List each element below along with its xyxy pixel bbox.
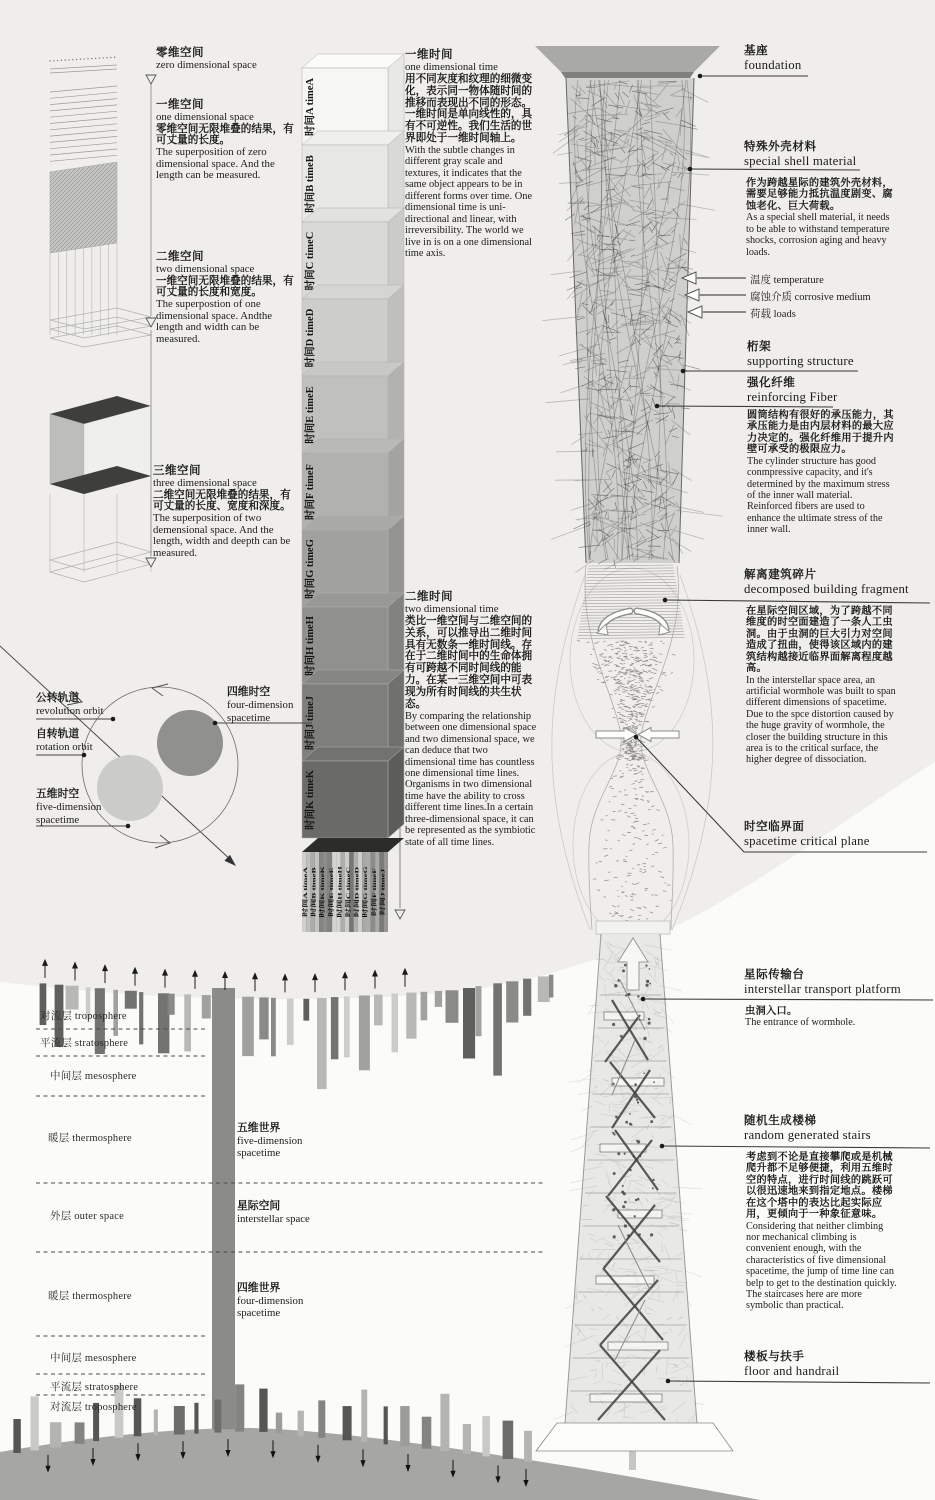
layer-mesosphere-lower: 中间层 mesosphere xyxy=(50,1353,137,1364)
time-axis-label: 时间B timeB xyxy=(305,155,316,213)
annotation-title-en: decomposed building fragment xyxy=(744,582,909,596)
label-loads: 荷载 loads xyxy=(750,309,796,320)
section-body-en: The superposition of zero dimensional space. And the length can be measured. xyxy=(156,145,275,182)
annotation-title-en: foundation xyxy=(744,58,802,72)
orbit-label-en: rotation orbit xyxy=(36,741,93,753)
time-axis-label: 时间F timeF xyxy=(305,464,316,520)
section-title-zh: 零维空间 xyxy=(156,47,204,59)
annotation-title-zh: 基座 xyxy=(744,45,769,57)
annotation-interstellar-transport-platform xyxy=(744,966,935,997)
annotation-body-zh: 虫洞入口。 xyxy=(745,1006,798,1017)
time-axis-compressed-label: 时间E timeE xyxy=(327,867,335,917)
annotation-title-en: random generated stairs xyxy=(744,1128,871,1142)
annotation-title-zh: 解离建筑碎片 xyxy=(744,569,817,581)
time-axis-column xyxy=(301,54,405,932)
section-body-en: The superpostion of one dimensional space. Andthe length and width can be measured. xyxy=(156,297,273,345)
annotation-title-zh: 楼板与扶手 xyxy=(744,1351,805,1363)
zone-label-en: five-dimension spacetime xyxy=(237,1135,303,1160)
section-body-en: The superposition of two demensional space. And the length, width and deepth can be measured. xyxy=(153,511,291,559)
orbit-label-zh: 自转轨道 xyxy=(36,728,80,740)
annotation-wormhole-entrance xyxy=(745,1006,897,1029)
section-two-dimensional-space xyxy=(156,248,298,346)
time-axis-compressed-label: 时间H timeH xyxy=(336,866,343,918)
annotation-spacetime-critical-plane xyxy=(744,818,934,849)
time-axis-compressed-label: 时间F timeF xyxy=(370,868,378,916)
time-axis-compressed-label: 时间B timeB xyxy=(310,867,318,917)
time-axis-compressed-label: 时间G timeG xyxy=(361,866,369,918)
annotation-body-en: The entrance of wormhole. xyxy=(745,1017,856,1029)
annotation-floor-and-handrail xyxy=(744,1348,934,1379)
time-text-body-en: By comparing the relationship between one dimensional space and two dimensional space, we can deduce that two dimensional time has countless one dimensional time lines. Organisms in two dimensional time have the ability to cross different time lines.In a certain three-dimensional space, it can be represented as the symbiotic state of all time lines. xyxy=(405,710,537,848)
section-title-zh: 三维空间 xyxy=(153,465,201,477)
layer-mesosphere-upper: 中间层 mesosphere xyxy=(50,1071,137,1082)
zone-label-zh: 四维世界 xyxy=(237,1282,281,1294)
annotation-title-en: interstellar transport platform xyxy=(744,982,901,996)
annotation-title-zh: 随机生成楼梯 xyxy=(744,1115,817,1127)
annotation-title-zh: 特殊外壳材料 xyxy=(744,141,817,153)
annotation-title-en: supporting structure xyxy=(747,354,854,368)
time-axis-label: 时间H timeH xyxy=(305,616,316,676)
annotation-title-en: special shell material xyxy=(744,154,857,168)
orbit-label-en: revolution orbit xyxy=(36,705,104,717)
time-text-body-zh: 用不同灰度和纹理的细微变化，表示同一物体随时间的推移而表现出不同的形态。一维时间是单向线性的，具有不可逆性。我们生活的世界即处于一维时间轴上。 xyxy=(405,73,533,145)
annotation-random-generated-stairs xyxy=(744,1112,934,1143)
time-text-body-en: With the subtle changes in different gray scale and textures, it indicates that the same object appears to be in different forms over time. One dimensional time is uni-directional and linear, with irreversibility. The world we live in is on a one dimensional time axis. xyxy=(405,145,533,259)
time-axis-label: 时间A timeA xyxy=(305,77,316,137)
label-rotation-orbit xyxy=(36,726,146,754)
time-axis-label: 时间J timeJ xyxy=(305,696,316,750)
label-temperature: 温度 temperature xyxy=(750,275,824,286)
annotation-fiber-body xyxy=(747,410,899,536)
time-text-title-en: one dimensional time xyxy=(405,61,498,73)
annotation-special-shell-material xyxy=(744,138,934,169)
time-axis-label: 时间C timeC xyxy=(305,231,316,291)
time-axis-compressed-label: 时间K timeK xyxy=(318,866,326,918)
zone-five-dimension-spacetime xyxy=(237,1120,325,1160)
zone-label-zh: 星际空间 xyxy=(237,1200,281,1212)
section-zero-dimensional-space xyxy=(156,44,298,72)
layer-thermosphere-upper: 暖层 thermosphere xyxy=(48,1133,132,1144)
zone-label-en: interstellar space xyxy=(237,1213,310,1225)
layer-troposphere-lower: 对流层 troposphere xyxy=(50,1402,137,1413)
annotation-supporting-structure xyxy=(747,338,935,369)
time-axis-label: 时间D timeD xyxy=(305,308,316,368)
section-title-en: two dimensional space xyxy=(156,263,255,275)
section-title-en: three dimensional space xyxy=(153,477,257,489)
time-text-title-en: two dimensional time xyxy=(405,603,499,615)
annotation-title-en: floor and handrail xyxy=(744,1364,840,1378)
annotation-title-zh: 时空临界面 xyxy=(744,821,805,833)
annotation-title-en: reinforcing Fiber xyxy=(747,390,838,404)
section-body-zh: 二维空间无限堆叠的结果，有可丈量的长度、宽度和深度。 xyxy=(153,489,291,513)
annotation-foundation xyxy=(744,42,934,73)
annotation-body-en: As a special shell material, it needs to be able to withstand temperature shocks, corrosion aging and heavy loads. xyxy=(746,212,890,258)
section-one-dimensional-space xyxy=(156,96,298,182)
annotation-body-en: Considering that neither climbing nor mechanical climbing is convenient enough, with the characteristics of five dimensional spacetime, the jump of time line can belp to get to the destination quickly. The staircases here are more symbolic than practical. xyxy=(746,1220,897,1312)
layer-thermosphere-lower: 暖层 thermosphere xyxy=(48,1291,132,1302)
section-body-zh: 一维空间无限堆叠的结果，有可丈量的长度和宽度。 xyxy=(156,275,294,299)
time-axis-compressed-label: 时间C timeC xyxy=(344,866,352,918)
time-text-title-zh: 一维时间 xyxy=(405,49,453,61)
time-axis-compressed-label: 时间D timeD xyxy=(353,866,361,918)
annotation-title-zh: 强化纤维 xyxy=(747,377,796,389)
annotation-body-zh: 圆筒结构有很好的承压能力，其承压能力是由内层材料的最大应力决定的。强化纤维用于提升内壁可承受的极限应力。 xyxy=(747,410,894,456)
zone-interstellar-space xyxy=(237,1198,325,1225)
layer-outer-space: 外层 outer space xyxy=(50,1211,124,1222)
section-title-zh: 二维空间 xyxy=(156,251,204,263)
layer-stratosphere-lower: 平流层 stratosphere xyxy=(50,1382,139,1393)
time-axis-label: 时间E timeE xyxy=(305,386,316,444)
orbit-label-en: four-dimension spacetime xyxy=(227,699,294,724)
annotation-reinforcing-fiber xyxy=(747,374,935,405)
time-axis-label: 时间G timeG xyxy=(305,539,316,599)
annotation-body-en: The cylinder structure has good conmpressive capacity, and it's determined by the maximum stress of the inner wall material. Reinforced fibers are used to enhance the ultimate stress of the inner wall. xyxy=(747,455,890,536)
zone-label-zh: 五维世界 xyxy=(237,1122,281,1134)
annotation-body-zh: 考虑到不论是直接攀爬或是机械爬升都不足够便捷，利用五维时空的特点，进行时间线的跳跃可以很迅速地来到指定地点。楼梯在这个塔中的表达比起实际应用，更倾向于一种象征意味。 xyxy=(746,1152,893,1221)
orbit-label-zh: 公转轨道 xyxy=(36,692,80,704)
label-revolution-orbit xyxy=(36,690,146,718)
time-text-title-zh: 二维时间 xyxy=(405,591,453,603)
annotation-body-zh: 作为跨越星际的建筑外壳材料，需要足够能力抵抗温度剧变、腐蚀老化、巨大荷载。 xyxy=(746,178,893,212)
annotation-title-en: spacetime critical plane xyxy=(744,834,870,848)
annotation-title-zh: 星际传输台 xyxy=(744,969,805,981)
section-title-en: zero dimensional space xyxy=(156,59,257,71)
layer-stratosphere-upper: 平流层 stratosphere xyxy=(40,1038,129,1049)
section-body-zh: 零维空间无限堆叠的结果，有可丈量的长度。 xyxy=(156,123,294,147)
annotation-stairs-body xyxy=(746,1152,898,1312)
orbit-label-en: five-dimension spacetime xyxy=(36,801,102,826)
section-title-zh: 一维空间 xyxy=(156,99,204,111)
time-axis-compressed-label: 时间J timeJ xyxy=(379,868,386,916)
zone-four-dimension-spacetime xyxy=(237,1280,325,1320)
time-text-body-zh: 类比一维空间与二维空间的关系，可以推导出二维时间具有无数条一维时间线。存在于二维时间中的生命体拥有可跨越不同时间线的能力。在某一三维空间中可表现为所有时间线的共生状态。 xyxy=(405,615,533,710)
text-one-dimensional-time xyxy=(405,46,538,259)
orbit-label-zh: 四维时空 xyxy=(227,686,271,698)
section-title-en: one dimensional space xyxy=(156,111,254,123)
annotation-shell-body xyxy=(746,178,898,258)
annotation-fragment-body xyxy=(746,606,898,766)
annotation-body-en: In the interstellar space area, an artificial wormhole was built to span different dimensions of spacetime. Due to the spce distortion caused by the huge gravity of wormhole, the closer the building structure in this area is to the critical surface, the higher degree of dissociation. xyxy=(746,674,896,766)
zone-label-en: four-dimension spacetime xyxy=(237,1295,304,1320)
time-axis-compressed-label: 时间A timeA xyxy=(301,867,309,917)
orbit-label-zh: 五维时空 xyxy=(36,788,80,800)
annotation-decomposed-building-fragment xyxy=(744,566,935,597)
label-corrosive-medium: 腐蚀介质 corrosive medium xyxy=(750,292,871,303)
layer-troposphere-upper: 对流层 troposphere xyxy=(40,1011,127,1022)
time-axis-label: 时间K timeK xyxy=(305,770,316,830)
annotation-body-zh: 在星际空间区域，为了跨越不同维度的时空面建造了一条人工虫洞。由于虫洞的巨大引力对空间造成了扭曲，使得该区域内的建筑结构越接近临界面解离程度越高。 xyxy=(746,606,893,675)
text-two-dimensional-time xyxy=(405,588,538,848)
annotation-title-zh: 桁架 xyxy=(747,341,772,353)
section-three-dimensional-space xyxy=(153,462,295,560)
label-five-dimension-spacetime xyxy=(36,786,126,826)
label-four-dimension-spacetime xyxy=(227,684,317,724)
